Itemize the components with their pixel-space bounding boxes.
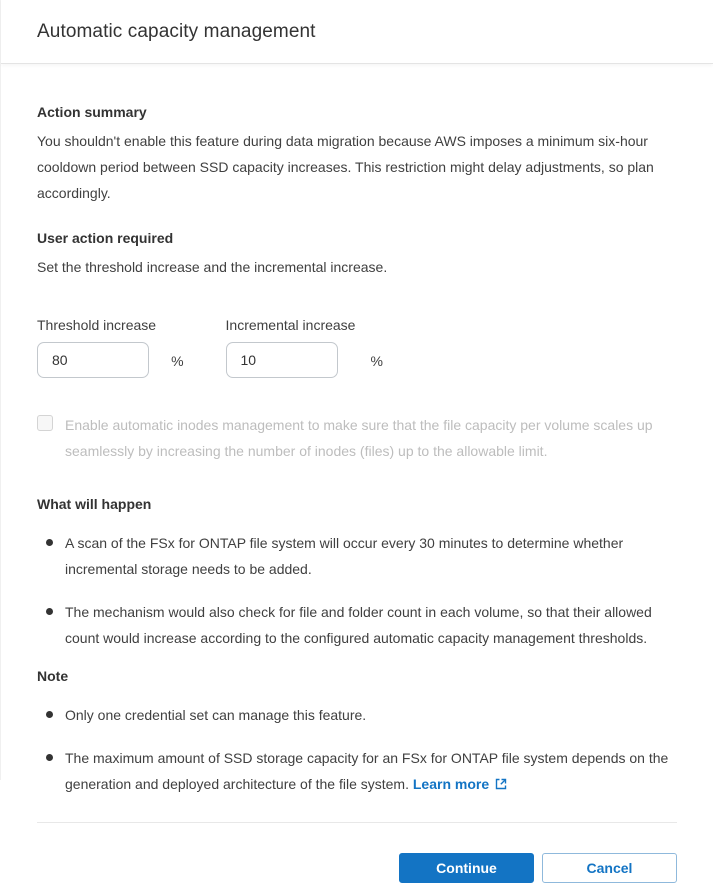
capacity-fields-row — [37, 317, 677, 378]
note-section — [37, 668, 677, 798]
inodes-management-checkbox-label: Enable automatic inodes management to make sure that the file capacity per volume scales up seamlessly by increasing the number of inodes (files) up to the allowable limit. — [65, 417, 653, 459]
inodes-management-checkbox — [37, 415, 53, 431]
action-summary-heading: Action summary — [37, 104, 147, 120]
bullet-icon — [46, 608, 53, 615]
dialog-footer — [1, 823, 713, 883]
inodes-management-checkbox-row — [37, 412, 677, 464]
dialog-title: Automatic capacity management — [37, 20, 316, 42]
note-heading: Note — [37, 668, 69, 684]
continue-button[interactable]: Continue — [399, 853, 534, 883]
what-will-happen-list — [37, 530, 677, 651]
threshold-percent-sign: % — [171, 353, 184, 369]
note-list — [37, 702, 677, 798]
bullet-icon — [46, 539, 53, 546]
user-action-text: Set the threshold increase and the incremental increase. — [37, 259, 388, 275]
user-action-heading: User action required — [37, 230, 174, 246]
cancel-button[interactable]: Cancel — [542, 853, 677, 883]
incremental-increase-label: Incremental increase — [225, 317, 356, 333]
list-item: Only one credential set can manage this feature. — [37, 702, 677, 728]
what-will-happen-heading: What will happen — [37, 496, 152, 512]
note-max-ssd-text: The maximum amount of SSD storage capacity for an FSx for ONTAP file system depends on the generation and deployed architecture of the file system. — [65, 750, 669, 792]
incremental-field-group — [226, 317, 383, 378]
incremental-increase-input[interactable] — [226, 342, 338, 378]
threshold-field-group — [37, 317, 184, 378]
incremental-percent-sign: % — [370, 353, 383, 369]
what-will-happen-section — [37, 496, 677, 651]
list-item — [37, 745, 677, 798]
dialog-body — [1, 64, 713, 798]
bullet-icon — [46, 754, 53, 761]
threshold-increase-input[interactable] — [37, 342, 149, 378]
learn-more-link[interactable]: Learn more — [413, 776, 507, 792]
list-item: The mechanism would also check for file and folder count in each volume, so that their allowed count would increase according to the configured automatic capacity management thresholds. — [37, 599, 677, 651]
list-item: A scan of the FSx for ONTAP file system will occur every 30 minutes to determine whether incremental storage needs to be added. — [37, 530, 677, 582]
external-link-icon — [495, 772, 507, 798]
bullet-icon — [46, 711, 53, 718]
user-action-section — [37, 230, 677, 378]
action-summary-text: You shouldn't enable this feature during data migration because AWS imposes a minimum six-hour cooldown period between SSD capacity increases. This restriction might delay adjustments, so plan accordingly. — [37, 133, 654, 201]
action-summary-section — [37, 104, 677, 206]
threshold-increase-label: Threshold increase — [37, 317, 157, 333]
dialog-header — [1, 0, 713, 64]
